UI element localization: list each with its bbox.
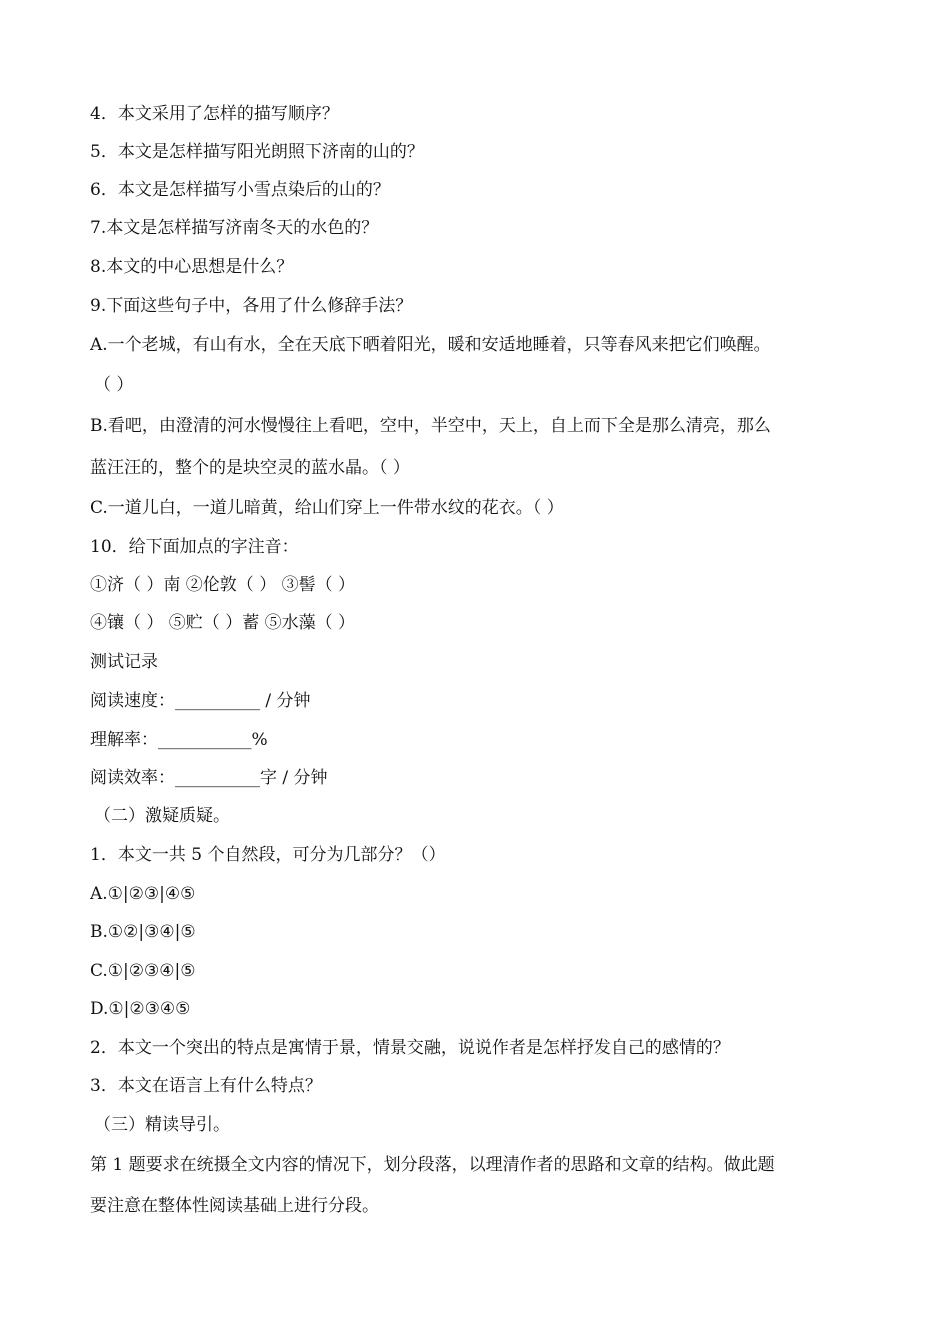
part2-question-1: 1．本文一共 5 个自然段，可分为几部分？（）	[90, 845, 446, 865]
option-c: C.①|②③④|⑤	[90, 961, 196, 981]
part2-question-3: 3．本文在语言上有什么特点？	[90, 1076, 322, 1096]
question-5: 5．本文是怎样描写阳光朗照下济南的山的？	[90, 142, 424, 162]
section-3-heading: （三）精读导引。	[94, 1115, 230, 1135]
option-d: D.①|②③④⑤	[90, 999, 191, 1019]
question-4: 4．本文采用了怎样的描写顺序？	[90, 104, 339, 124]
option-b: B.①②|③④|⑤	[90, 922, 196, 942]
pinyin-row-1: ①济（ ）南 ②伦敦（ ） ③髻（ ）	[90, 575, 356, 595]
sentence-a: A.一个老城，有山有水，全在天底下晒着阳光，暖和安适地睡着，只等春风来把它们唤醒。	[90, 335, 771, 355]
guide-paragraph-line-2: 要注意在整体性阅读基础上进行分段。	[90, 1196, 379, 1216]
section-2-heading: （二）激疑质疑。	[94, 806, 230, 826]
test-record-heading: 测试记录	[90, 652, 158, 672]
pinyin-row-2: ④镶（ ） ⑤贮（ ）蓄 ⑤水藻（ ）	[90, 613, 356, 633]
sentence-c: C.一道儿白，一道儿暗黄，给山们穿上一件带水纹的花衣。（ ）	[90, 498, 564, 518]
question-6: 6．本文是怎样描写小雪点染后的山的？	[90, 180, 390, 200]
question-7: 7.本文是怎样描写济南冬天的水色的？	[90, 218, 379, 238]
sentence-b-line-2: 蓝汪汪的，整个的是块空灵的蓝水晶。（ ）	[90, 458, 410, 478]
question-9: 9.下面这些句子中，各用了什么修辞手法？	[90, 296, 413, 316]
comprehension-rate: 理解率：___________%	[90, 730, 268, 750]
sentence-b-line-1: B.看吧，由澄清的河水慢慢往上看吧，空中，半空中，天上，自上而下全是那么清亮，那么	[90, 416, 771, 436]
question-10: 10．给下面加点的字注音：	[90, 537, 299, 557]
guide-paragraph-line-1: 第 1 题要求在统摄全文内容的情况下，划分段落，以理清作者的思路和文章的结构。做此题	[90, 1155, 775, 1175]
sentence-a-answer-blank: （ ）	[94, 375, 134, 395]
reading-efficiency: 阅读效率：__________字 / 分钟	[90, 768, 328, 788]
question-8: 8.本文的中心思想是什么？	[90, 257, 294, 277]
reading-speed: 阅读速度：__________ / 分钟	[90, 691, 311, 711]
part2-question-2: 2．本文一个突出的特点是寓情于景，情景交融，说说作者是怎样抒发自己的感情的？	[90, 1038, 730, 1058]
option-a: A.①|②③|④⑤	[90, 884, 196, 904]
